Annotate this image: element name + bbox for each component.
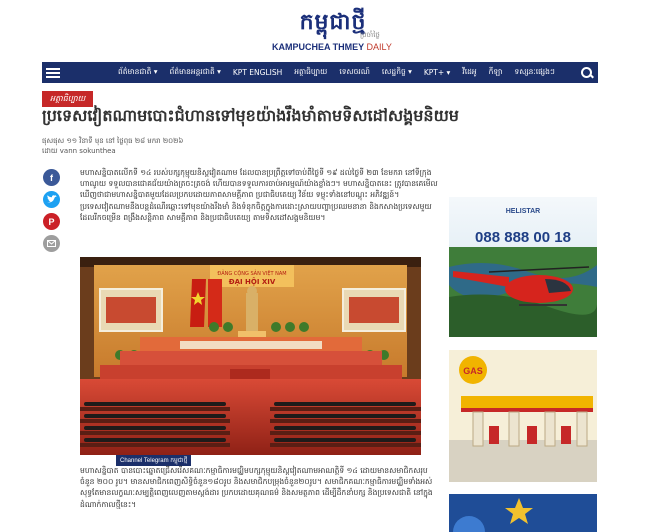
category-label[interactable]: អត្ថាធិប្បាយ — [42, 91, 93, 107]
station-brand: GAS — [463, 366, 483, 376]
article-author: ដោយ vann sokunthea — [42, 147, 116, 155]
nav-item-sports[interactable]: កីឡា — [488, 67, 503, 76]
main-nav — [42, 62, 598, 83]
search-icon[interactable] — [579, 65, 595, 81]
pinterest-share-button[interactable] — [43, 213, 60, 230]
facebook-share-button[interactable] — [43, 169, 60, 186]
gas-station-ad-graphic — [449, 350, 597, 482]
pinterest-icon: P — [48, 216, 55, 227]
facebook-icon: f — [50, 172, 53, 183]
nav-item-opinions[interactable]: ទស្សនៈផ្សេងៗ — [514, 67, 555, 76]
logo-latin — [272, 42, 392, 52]
menu-icon[interactable] — [46, 68, 60, 78]
twitter-share-button[interactable] — [43, 191, 60, 208]
nav-item-kpt-english[interactable]: KPT ENGLISH — [232, 68, 283, 77]
gas-station-ad[interactable] — [449, 350, 597, 482]
helistar-brand: HELISTAR — [505, 208, 541, 215]
banner-line-2: ĐẠI HỘI XIV — [228, 278, 276, 286]
helistar-ad-graphic — [449, 197, 597, 337]
nav-items — [112, 67, 579, 78]
site-header — [0, 0, 665, 58]
twitter-icon — [47, 195, 57, 204]
email-share-button[interactable] — [43, 235, 60, 252]
logo-tagline: ប្រចាំថ្ងៃ — [360, 31, 380, 39]
nav-item-kpt-plus[interactable]: KPT+ ▾ — [423, 68, 451, 77]
nav-item-national[interactable]: ព័ត៌មានជាតិ ▾ — [118, 67, 158, 76]
logo-latin-text: KAMPUCHEA THMEY — [272, 42, 365, 52]
photo-caption: មហាសន្និបាត បានបោះឆ្នោតជ្រើសរើសគណៈកម្មាធិការមជ្ឈិមបក្សកុម្មុយនិស្តវៀតណាមអាណត្តិទី ១៤ ដោយមានសមាជិកសរុបចំនួន ២០០ រូប។ មានសមាជិកពេញសិទ្ធិចំនួន១៨០រូប និងសមាជិកបម្រុងចំនួន២០រូប។ សមាជិកគណៈកម្មាធិការមជ្ឈិមទាំងអស់សុទ្ធតែមានលក្ខណៈសម្បត្តិពេញលេញតាមស្តង់ដារ ប្រកបដោយគុណធម៌ និងសមត្ថភាព ដើម្បីដឹកនាំបក្ស និងប្រទេសជាតិ នៅក្នុងដំណាក់កាលថ្មីនេះ។ — [80, 466, 433, 509]
article-title: ប្រទេសវៀតណាមបោះជំហានទៅមុខយ៉ាងរឹងមាំតាមទិសដៅសង្គមនិយម — [42, 106, 459, 125]
article-photo[interactable] — [80, 257, 421, 455]
article-date: ផុសផុស ១១ វិនាទី មុន នៅ ថ្ងៃពុធ ២៨ មករា ២០២៦ — [42, 137, 184, 145]
helistar-phone: 088 888 00 18 — [475, 229, 571, 246]
bottom-ad[interactable] — [449, 494, 597, 532]
article-lead: មហាសន្និបាតលើកទី ១៤ របស់បក្សកុម្មុយនិស្តវៀតណាម ដែលបានប្រព្រឹត្តទៅចាប់ពីថ្ងៃទី ១៩ ដល់ថ្ងៃទី ២៣ ខែមករា នៅទីក្រុង ហាណូយ ទទួលបានជោគជ័យយ៉ាងត្រចះត្រចង់ ហើយបានទទួលការចាប់អារម្មណ៍យ៉ាងខ្លាំងៗ។ មហាសន្និបាតនេះ ត្រូវបានគេមើលឃើញថាជាមហាសន្និបាតមួយដែលប្រកបដោយភាពសាមគ្គីភាព ប្រជាធិបតេយ្យ វិន័យ ទម្លុះទាំងនៅបណ្តុះ អភិវឌ្ឍន៍។ ប្រទេសវៀតណាមនឹងបន្តដំណើរឆ្ពោះទៅមុខយ៉ាងរឹងមាំ និងទំនុកចិត្តក្នុងការដោះស្រាយបញ្ហាប្រឈមនានា និងកសាងប្រទេសមួយដែលរីកចម្រើន ពង្រឹងសន្តិភាព សាមគ្គីភាព និងប្រជាធិបតេយ្យ តាមទិសដៅសង្គមនិយម។ — [80, 168, 438, 222]
nav-item-tourism[interactable]: ទេសចរណ៍ — [339, 67, 370, 76]
bottom-ad-graphic — [449, 494, 597, 532]
email-icon — [47, 240, 56, 247]
banner-line-1: ĐẢNG CỘNG SẢN VIỆT NAM — [217, 271, 287, 277]
logo-khmer-text: កម្ពុជាថ្មី — [299, 10, 367, 35]
helistar-ad[interactable] — [449, 197, 597, 337]
congress-hall-illustration — [80, 257, 421, 455]
logo-daily-text: DAILY — [366, 42, 392, 52]
nav-item-commentary[interactable]: អត្ថាធិប្បាយ — [294, 67, 328, 76]
nav-item-international[interactable]: ព័ត៌មានអន្តរជាតិ ▾ — [169, 67, 221, 76]
telegram-channel-badge[interactable]: Channel Telegram កម្ពុជាថ្មី — [116, 455, 191, 466]
nav-item-video[interactable]: វីដេអូ — [462, 67, 477, 76]
nav-item-economy[interactable]: សេដ្ឋកិច្ច ▾ — [381, 67, 412, 76]
